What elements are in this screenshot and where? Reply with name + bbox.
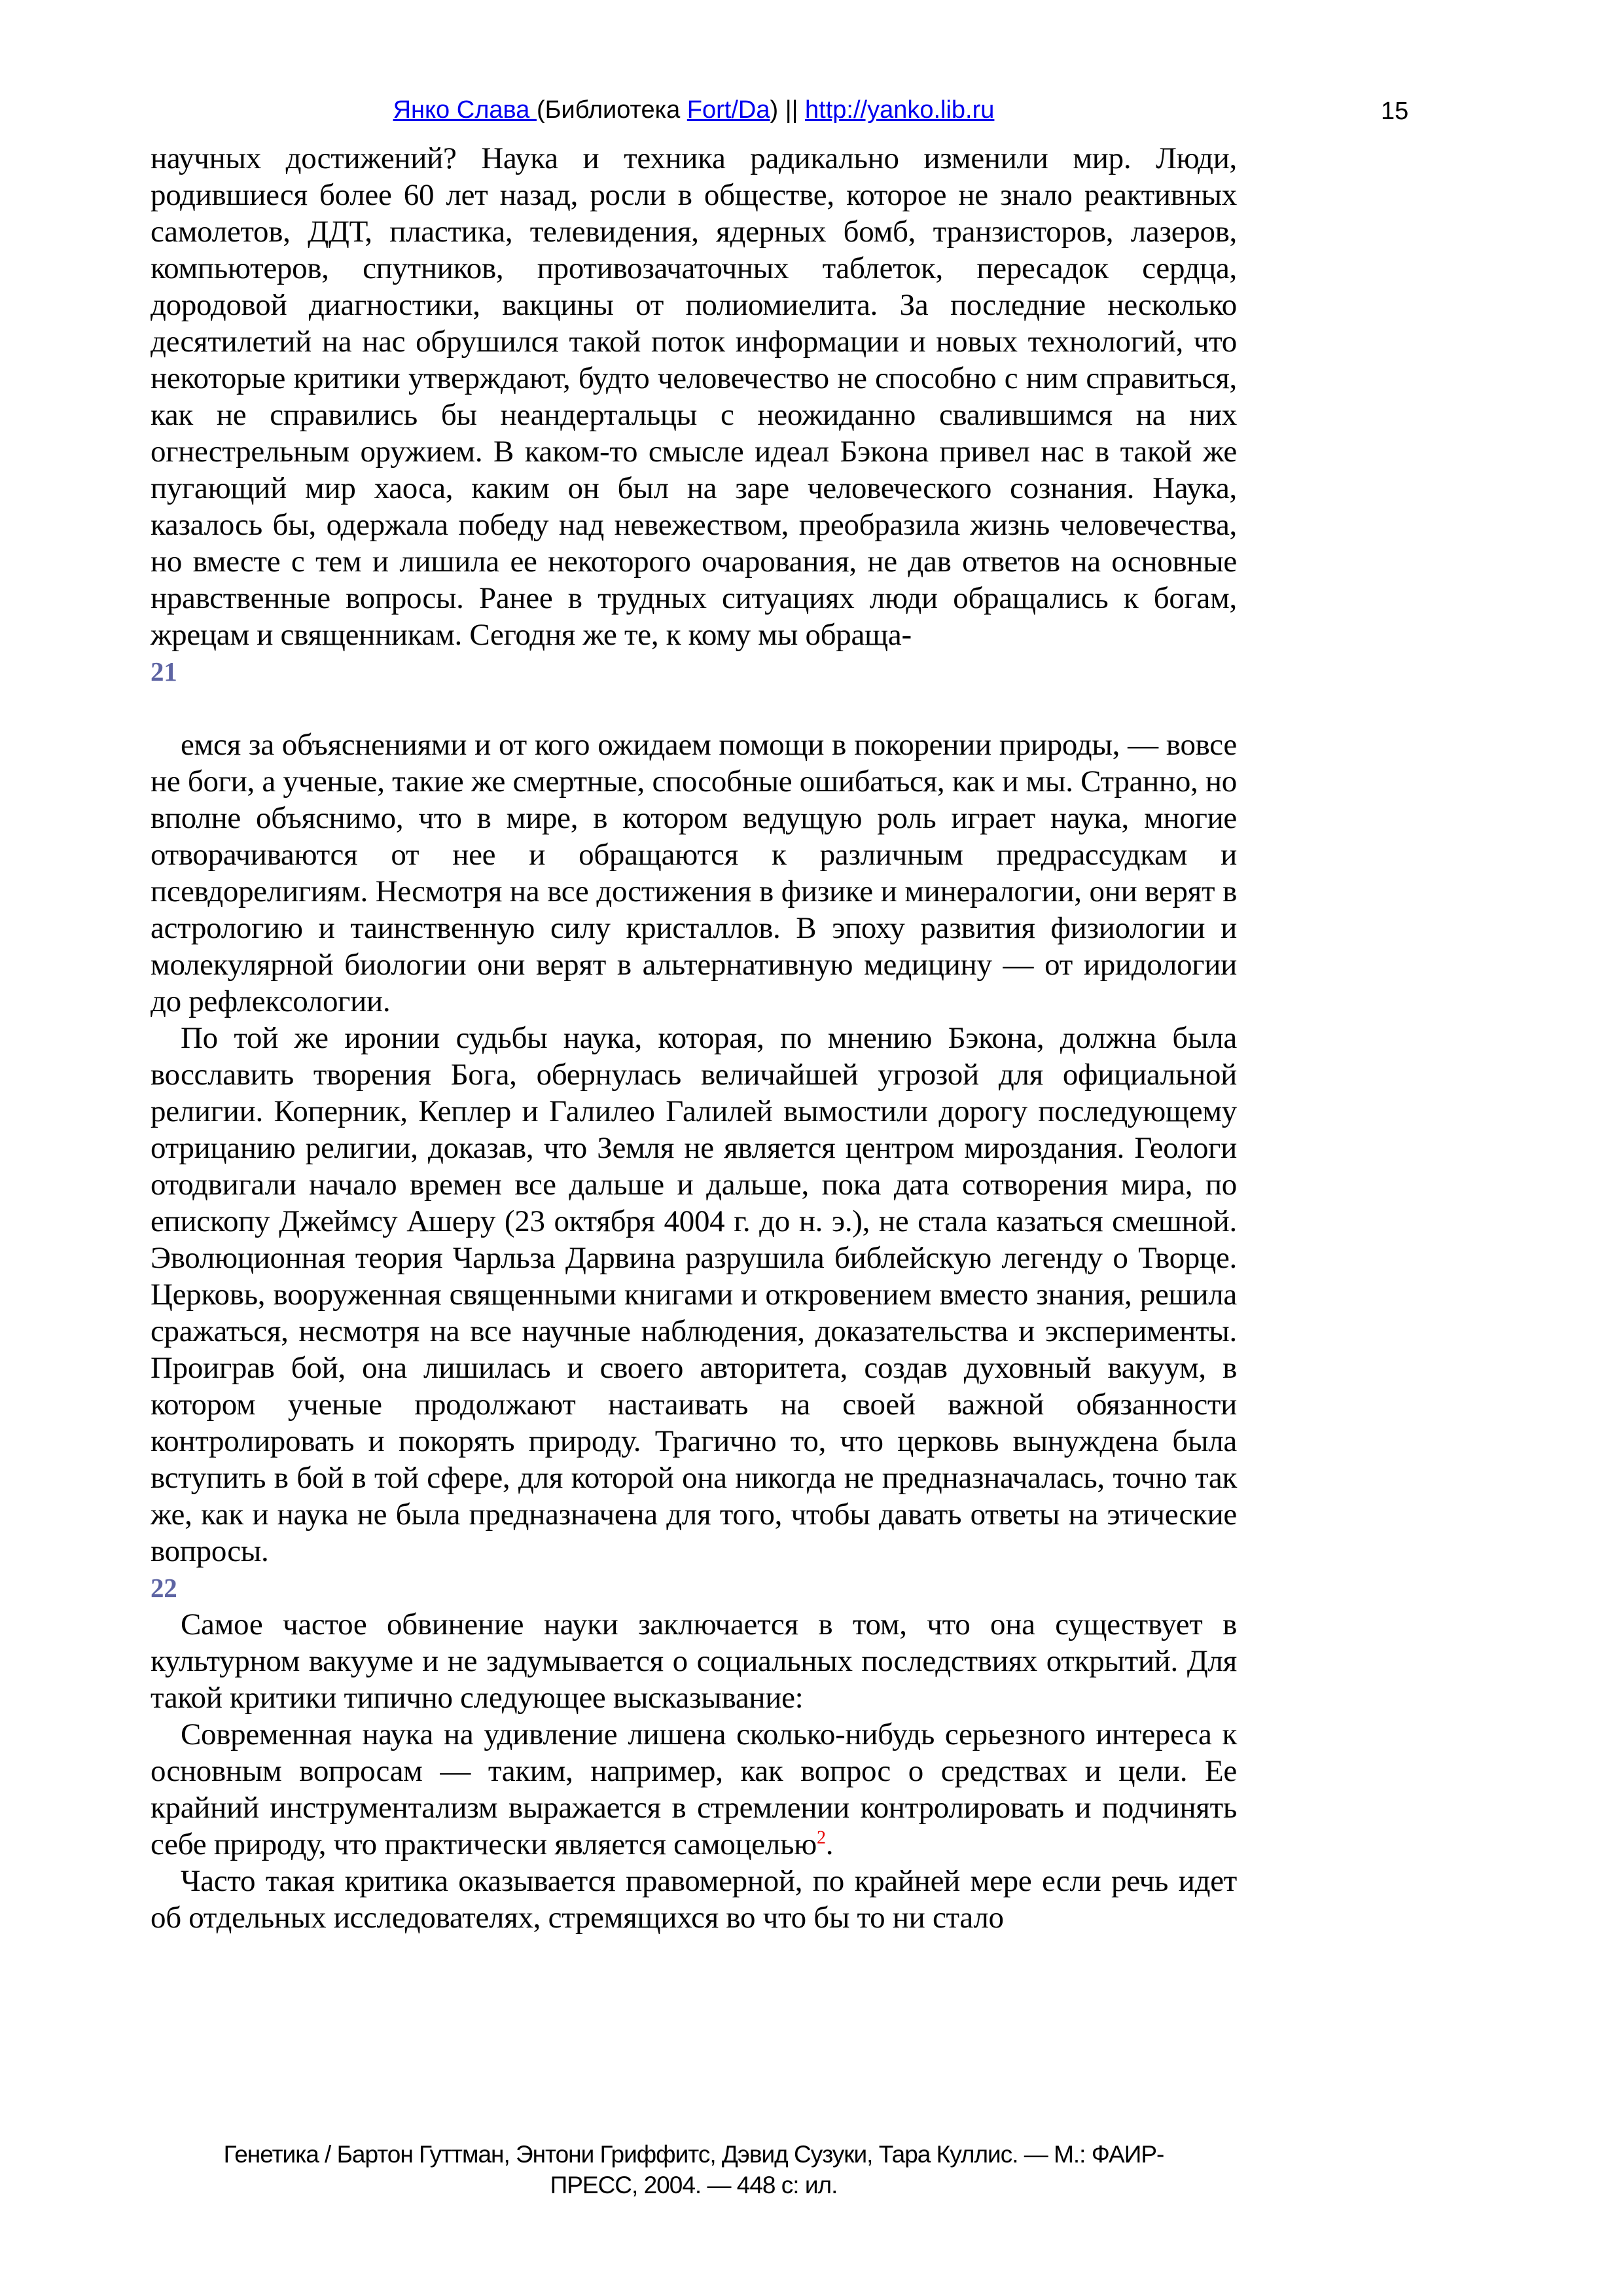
body-paragraph-3: По той же иронии судьбы наука, которая, по мнению Бэкона, должна была восславить творения Бога, обернулась величайшей угрозой для официальной религии. Коперник, Кеплер и Галилео Галилей вымостили дорогу последующему отрицанию религии, доказав, что Земля не является центром мироздания. Геологи отодвигали начало времен все дальше и дальше, пока дата сотворения мира, по епископу Джеймсу Ашеру (23 октября 4004 г. до н. э.), не стала казаться смешной. Эволюционная теория Чарльза Дарвина разрушила библейскую легенду о Творце. Церковь, вооруженная священными книгами и откровением вместо знания, решила сражаться, несмотря на все научные наблюдения, доказательства и эксперименты. Проиграв бой, она лишилась и своего авторитета, создав духовный вакуум, в котором ученые продолжают настаивать на своей важной обязанности контролировать и покорять природу. Трагично то, что церковь вынуждена была вступить в бой в той сфере, для которой она никогда не предназначалась, точно так же, как и наука не была предназначена для того, чтобы давать ответы на этические вопросы.	[151, 1021, 1237, 1568]
header-link-yanko-slava[interactable]: Янко Слава	[393, 96, 537, 124]
blank-line	[151, 690, 1237, 726]
body-paragraph-6: Часто такая критика оказывается правомерной, по крайней мере если речь идет об отдельных исследователях, стремящихся во что бы то ни стало	[151, 1864, 1237, 1935]
body-paragraph-5	[151, 1716, 1237, 1863]
page-number: 15	[1381, 98, 1409, 125]
header-static-library: (Библиотека	[536, 96, 687, 124]
footnote-marker-2: 2	[816, 1827, 826, 1848]
footer-citation	[151, 2139, 1237, 2200]
body-text-column	[151, 140, 1237, 1936]
source-page-marker-22: 22	[151, 1573, 177, 1603]
source-page-marker-21: 21	[151, 656, 177, 687]
paragraph-5-text: Современная наука на удивление лишена сколько-нибудь серьезного интереса к основным вопросам — таким, например, как вопрос о средствах и цели. Ее крайний инструментализм выражается в стремлении контролировать и подчинять себе природу, что практически является самоцелью	[151, 1717, 1237, 1861]
footer-citation-line-2: ПРЕСС, 2004. — 448 с: ил.	[550, 2172, 838, 2198]
header-link-fortda[interactable]: Fort/Da	[687, 96, 770, 124]
header-static-separator: ) ||	[770, 96, 806, 124]
page-header	[151, 96, 1237, 124]
body-paragraph-2: емся за объяснениями и от кого ожидаем помощи в покорении природы, — вовсе не боги, а ученые, такие же смертные, способные ошибаться, как и мы. Странно, но вполне объяснимо, что в мире, в котором ведущую роль играет наука, многие отворачиваются от нее и обращаются к различным предрассудкам и псевдорелигиям. Несмотря на все достижения в физике и минералогии, они верят в астрологию и таинственную силу кристаллов. В эпоху развития физиологии и молекулярной биологии они верят в альтернативную медицину — от иридологии до рефлексологии.	[151, 728, 1237, 1018]
paragraph-5-period: .	[825, 1827, 834, 1861]
header-link-url[interactable]: http://yanko.lib.ru	[805, 96, 995, 124]
footer-citation-line-1: Генетика / Бартон Гуттман, Энтони Гриффитс, Дэвид Сузуки, Тара Куллис. — М.: ФАИР-	[223, 2141, 1164, 2168]
body-paragraph-1: научных достижений? Наука и техника радикально изменили мир. Люди, родившиеся более 60 лет назад, росли в обществе, которое не знало реактивных самолетов, ДДТ, пластика, телевидения, ядерных бомб, транзисторов, лазеров, компьютеров, спутников, противозачаточных таблеток, пересадок сердца, дородовой диагностики, вакцины от полиомиелита. За последние несколько десятилетий на нас обрушился такой поток информации и новых технологий, что некоторые критики утверждают, будто человечество не способно с ним справиться, как не справились бы неандертальцы с неожиданно свалившимся на них огнестрельным оружием. В каком-то смысле идеал Бэкона привел нас в такой же пугающий мир хаоса, каким он был на заре человеческого сознания. Наука, казалось бы, одержала победу над невежеством, преобразила жизнь человечества, но вместе с тем и лишила ее некоторого очарования, не дав ответов на основные нравственные вопросы. Ранее в трудных ситуациях люди обращались к богам, жрецам и священникам. Сегодня же те, к кому мы обраща-	[151, 141, 1237, 652]
body-paragraph-4: Самое частое обвинение науки заключается в том, что она существует в культурном вакууме и не задумывается о социальных последствиях открытий. Для такой критики типично следующее высказывание:	[151, 1607, 1237, 1715]
